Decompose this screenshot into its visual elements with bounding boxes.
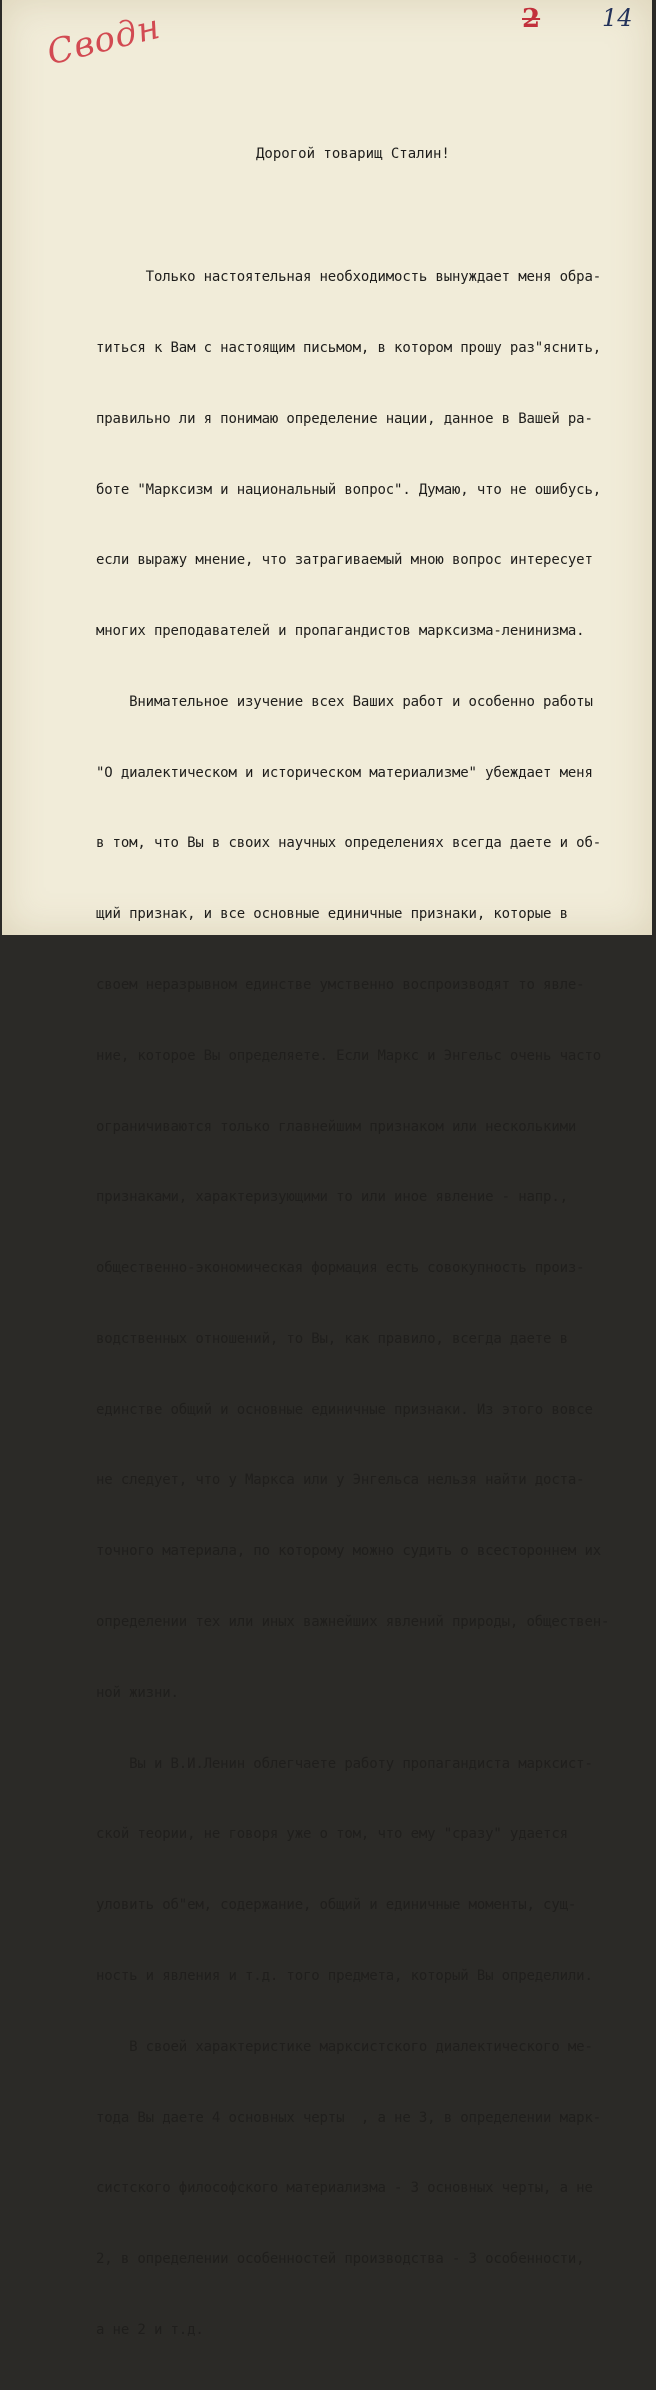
text-line: в том, что Вы в своих научных определениях всегда даете и об- <box>96 835 602 852</box>
red-handwritten-note: Сводн <box>43 6 165 74</box>
text-line: систского философского материализма - 3 основных черты, а не <box>96 2180 593 2197</box>
text-line: тода Вы даете 4 основных черты , а не 3, в определении марк- <box>96 2109 602 2126</box>
text-line: многих преподавателей и пропагандистов марксизма-ленинизма. <box>96 623 585 640</box>
text-line: ограничиваются только главнейшим признаком или несколькими <box>96 1118 577 1135</box>
text-line: щий признак, и все основные единичные признаки, которые в <box>96 906 568 923</box>
text-line: Только настоятельная необходимость вынуждает меня обра- <box>96 269 602 286</box>
text-line: правильно ли я понимаю определение нации, данное в Вашей ра- <box>96 410 593 427</box>
text-line: Внимательное изучение всех Ваших работ и особенно работы <box>96 693 593 710</box>
text-line: водственных отношений, то Вы, как правило, всегда даете в <box>96 1330 568 1347</box>
archive-page-number: 14 <box>602 4 633 32</box>
text-line: а не 2 и т.д. <box>96 2321 204 2338</box>
text-line: не следует, что у Маркса или у Энгельса нельзя найти доста- <box>96 1472 585 1489</box>
text-line: единстве общий и основные единичные признаки. Из этого вовсе <box>96 1401 593 1418</box>
text-line: ной жизни. <box>96 1684 179 1701</box>
text-line: титься к Вам с настоящим письмом, в котором прошу раз"яснить, <box>96 339 602 356</box>
text-line: ской теории, не говоря уже о том, что ему "сразу" удается <box>96 1826 568 1843</box>
letter-body <box>96 219 609 2390</box>
text-line: боте "Марксизм и национальный вопрос". Думаю, что не ошибусь, <box>96 481 602 498</box>
document-page <box>2 0 652 2338</box>
text-line: Вы и В.И.Ленин облегчаете работу пропагандиста марксист- <box>96 1755 593 1772</box>
text-line: признаками, характеризующими то или иное явление - напр., <box>96 1189 568 1206</box>
text-line: уловить об"ем, содержание, общий и единичные моменты, сущ- <box>96 1897 577 1914</box>
text-line: 2, в определении особенностей производства - 3 особенности, <box>96 2251 585 2268</box>
salutation: Дорогой товарищ Сталин! <box>256 146 450 162</box>
text-line: ние, которое Вы определяете. Если Маркс и Энгельс очень часто <box>96 1047 602 1064</box>
text-line: ность и явления и т.д. того предмета, который Вы определили. <box>96 1967 593 1984</box>
text-line: В своей характеристике марксистского диалектического ме- <box>96 2038 593 2055</box>
crossed-page-number: 2 <box>522 4 541 34</box>
text-line: определении тех или иных важнейших явлений природы, обществен- <box>96 1614 610 1631</box>
text-line: "О диалектическом и историческом материализме" убеждает меня <box>96 764 593 781</box>
text-line: если выражу мнение, что затрагиваемый мною вопрос интересует <box>96 552 593 569</box>
text-line: точного материала, по которому можно судить о всестороннем их <box>96 1543 602 1560</box>
text-line: общественно-экономическая формация есть совокупность произ- <box>96 1260 585 1277</box>
text-line: своем неразрывном единстве умственно воспроизводят то явле- <box>96 977 585 993</box>
